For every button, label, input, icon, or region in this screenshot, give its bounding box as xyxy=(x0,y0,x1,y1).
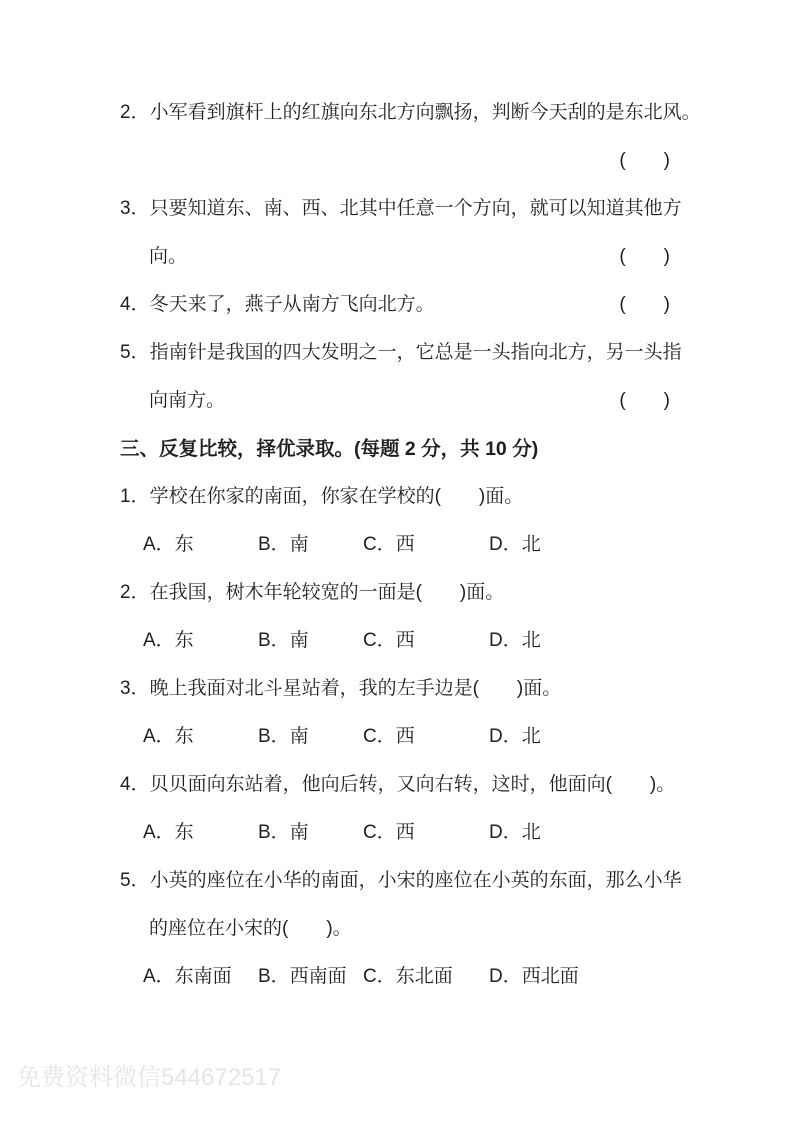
section-three-heading: 三、反复比较，择优录取。(每题 2 分，共 10 分) xyxy=(120,438,539,460)
option-a: A．东 xyxy=(143,726,194,747)
mc-question-4-text: 4．贝贝面向东站着，他向后转，又向右转，这时，他面向( )。 xyxy=(120,774,676,795)
mc-question-3-options xyxy=(120,713,703,761)
watermark: 免费资料微信544672517 xyxy=(17,1064,282,1091)
mc-question-1-options xyxy=(120,521,703,569)
option-c: C．西 xyxy=(363,822,415,843)
option-c: C．西 xyxy=(363,534,415,555)
option-b: B．南 xyxy=(258,822,309,843)
tf-item-5-text-line1: 5．指南针是我国的四大发明之一，它总是一头指向北方，另一头指 xyxy=(120,342,682,363)
tf-item-5-text-line2: 向南方。 xyxy=(149,390,226,411)
tf-item-2-text: 2．小军看到旗杆上的红旗向东北方向飘扬，判断今天刮的是东北风。 xyxy=(120,102,701,123)
option-d: D．北 xyxy=(489,630,541,651)
option-d: D．北 xyxy=(489,534,541,555)
tf-item-3-text-line2: 向。 xyxy=(149,246,188,267)
mc-question-4-options xyxy=(120,809,703,857)
option-b: B．南 xyxy=(258,726,309,747)
mc-question-5-text-line1: 5．小英的座位在小华的南面，小宋的座位在小英的东面，那么小华 xyxy=(120,870,682,891)
mc-question-1-text: 1．学校在你家的南面，你家在学校的( )面。 xyxy=(120,486,524,507)
tf-item-3-answer-blank: ( ) xyxy=(619,246,670,267)
tf-item-3-text-line1: 3．只要知道东、南、西、北其中任意一个方向，就可以知道其他方 xyxy=(120,198,682,219)
option-a: A．东 xyxy=(143,630,194,651)
option-c: C．西 xyxy=(363,630,415,651)
option-d: D．北 xyxy=(489,726,541,747)
tf-item-2-answer-line xyxy=(120,137,703,185)
mc-question-3-text: 3．晚上我面对北斗星站着，我的左手边是( )面。 xyxy=(120,678,562,699)
tf-item-5-text-line2-row xyxy=(120,377,703,425)
option-c: C．东北面 xyxy=(363,966,453,987)
option-d: D．西北面 xyxy=(489,966,579,987)
tf-item-4-row xyxy=(120,281,703,329)
exam-content xyxy=(120,89,703,1001)
option-a: A．东 xyxy=(143,534,194,555)
option-b: B．南 xyxy=(258,534,309,555)
option-d: D．北 xyxy=(489,822,541,843)
mc-question-5-options xyxy=(120,953,703,1001)
option-a: A．东南面 xyxy=(143,966,232,987)
tf-item-2-answer-blank: ( ) xyxy=(619,150,670,171)
mc-question-2-options xyxy=(120,617,703,665)
tf-item-4-answer-blank: ( ) xyxy=(619,294,670,315)
tf-item-3-text-line2-row xyxy=(120,233,703,281)
tf-item-5-answer-blank: ( ) xyxy=(619,390,670,411)
option-a: A．东 xyxy=(143,822,194,843)
mc-question-5-text-line2: 的座位在小宋的( )。 xyxy=(149,918,352,939)
option-c: C．西 xyxy=(363,726,415,747)
tf-item-4-text: 4．冬天来了，燕子从南方飞向北方。 xyxy=(120,294,435,315)
option-b: B．西南面 xyxy=(258,966,347,987)
mc-question-2-text: 2．在我国，树木年轮较宽的一面是( )面。 xyxy=(120,582,505,603)
option-b: B．南 xyxy=(258,630,309,651)
